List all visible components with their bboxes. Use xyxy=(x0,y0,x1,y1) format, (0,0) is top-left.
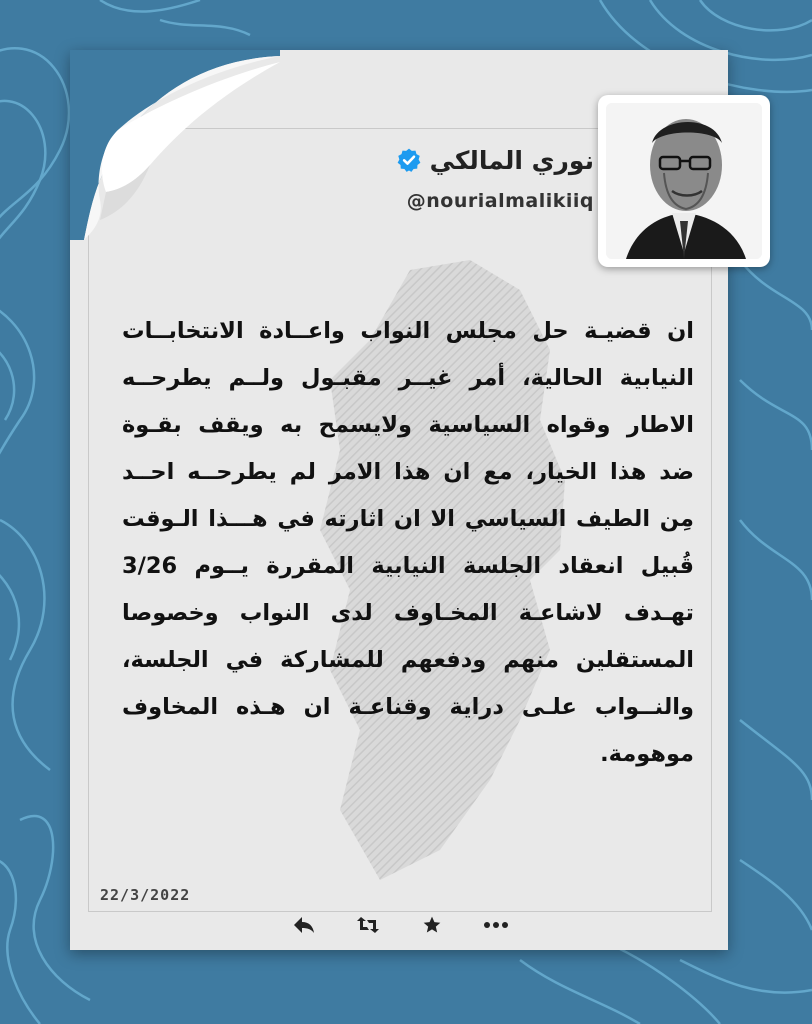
tweet-line: المستقلين منهم ودفعهم للمشاركة في الجلسة، xyxy=(122,647,694,673)
avatar[interactable] xyxy=(606,103,762,259)
more-icon xyxy=(483,921,509,929)
tweet-line: ضد هذا الخيار، مع ان هذا الامر لم يطرحــه احــد xyxy=(122,459,694,485)
more-button[interactable] xyxy=(482,911,510,939)
avatar-frame xyxy=(598,95,770,267)
tweet-line: الاطار وقواه السياسية ولايسمح به ويقف بقـوة xyxy=(122,412,694,438)
retweet-button[interactable] xyxy=(354,911,382,939)
tweet-actions xyxy=(290,910,510,940)
tweet-line: والنــواب علـى دراية وقناعـة ان هـذه المخاوف xyxy=(122,694,694,720)
avatar-portrait-icon xyxy=(606,103,762,259)
reply-button[interactable] xyxy=(290,911,318,939)
reply-icon xyxy=(293,916,315,934)
tweet-text xyxy=(122,308,694,778)
tweet-line: مِن الطيف السياسي الا ان اثارته في هـــذا الـوقت xyxy=(122,506,694,532)
tweet-line: النيابية الحالية، أمر غيــر مقبـول ولــم يطرحــه xyxy=(122,365,694,391)
tweet-line: قُبيل انعقاد الجلسة النيابية المقررة يــوم 3/26 xyxy=(122,553,694,579)
author-name[interactable]: نوري المالكي xyxy=(429,145,594,175)
star-icon xyxy=(422,915,442,935)
author-handle[interactable]: @nourialmalikiiq xyxy=(406,190,594,212)
retweet-icon xyxy=(356,915,380,935)
page-curl xyxy=(70,50,280,240)
tweet-line: تهـدف لاشاعـة المخـاوف لدى النواب وخصوصا xyxy=(122,600,694,626)
author-row xyxy=(396,142,594,178)
tweet-date: 22/3/2022 xyxy=(100,886,191,904)
verified-badge-icon xyxy=(396,147,422,173)
favorite-button[interactable] xyxy=(418,911,446,939)
tweet-line: ان قضيـة حل مجلس النواب واعــادة الانتخابــات xyxy=(122,318,694,344)
tweet-line: موهومة. xyxy=(600,741,694,767)
